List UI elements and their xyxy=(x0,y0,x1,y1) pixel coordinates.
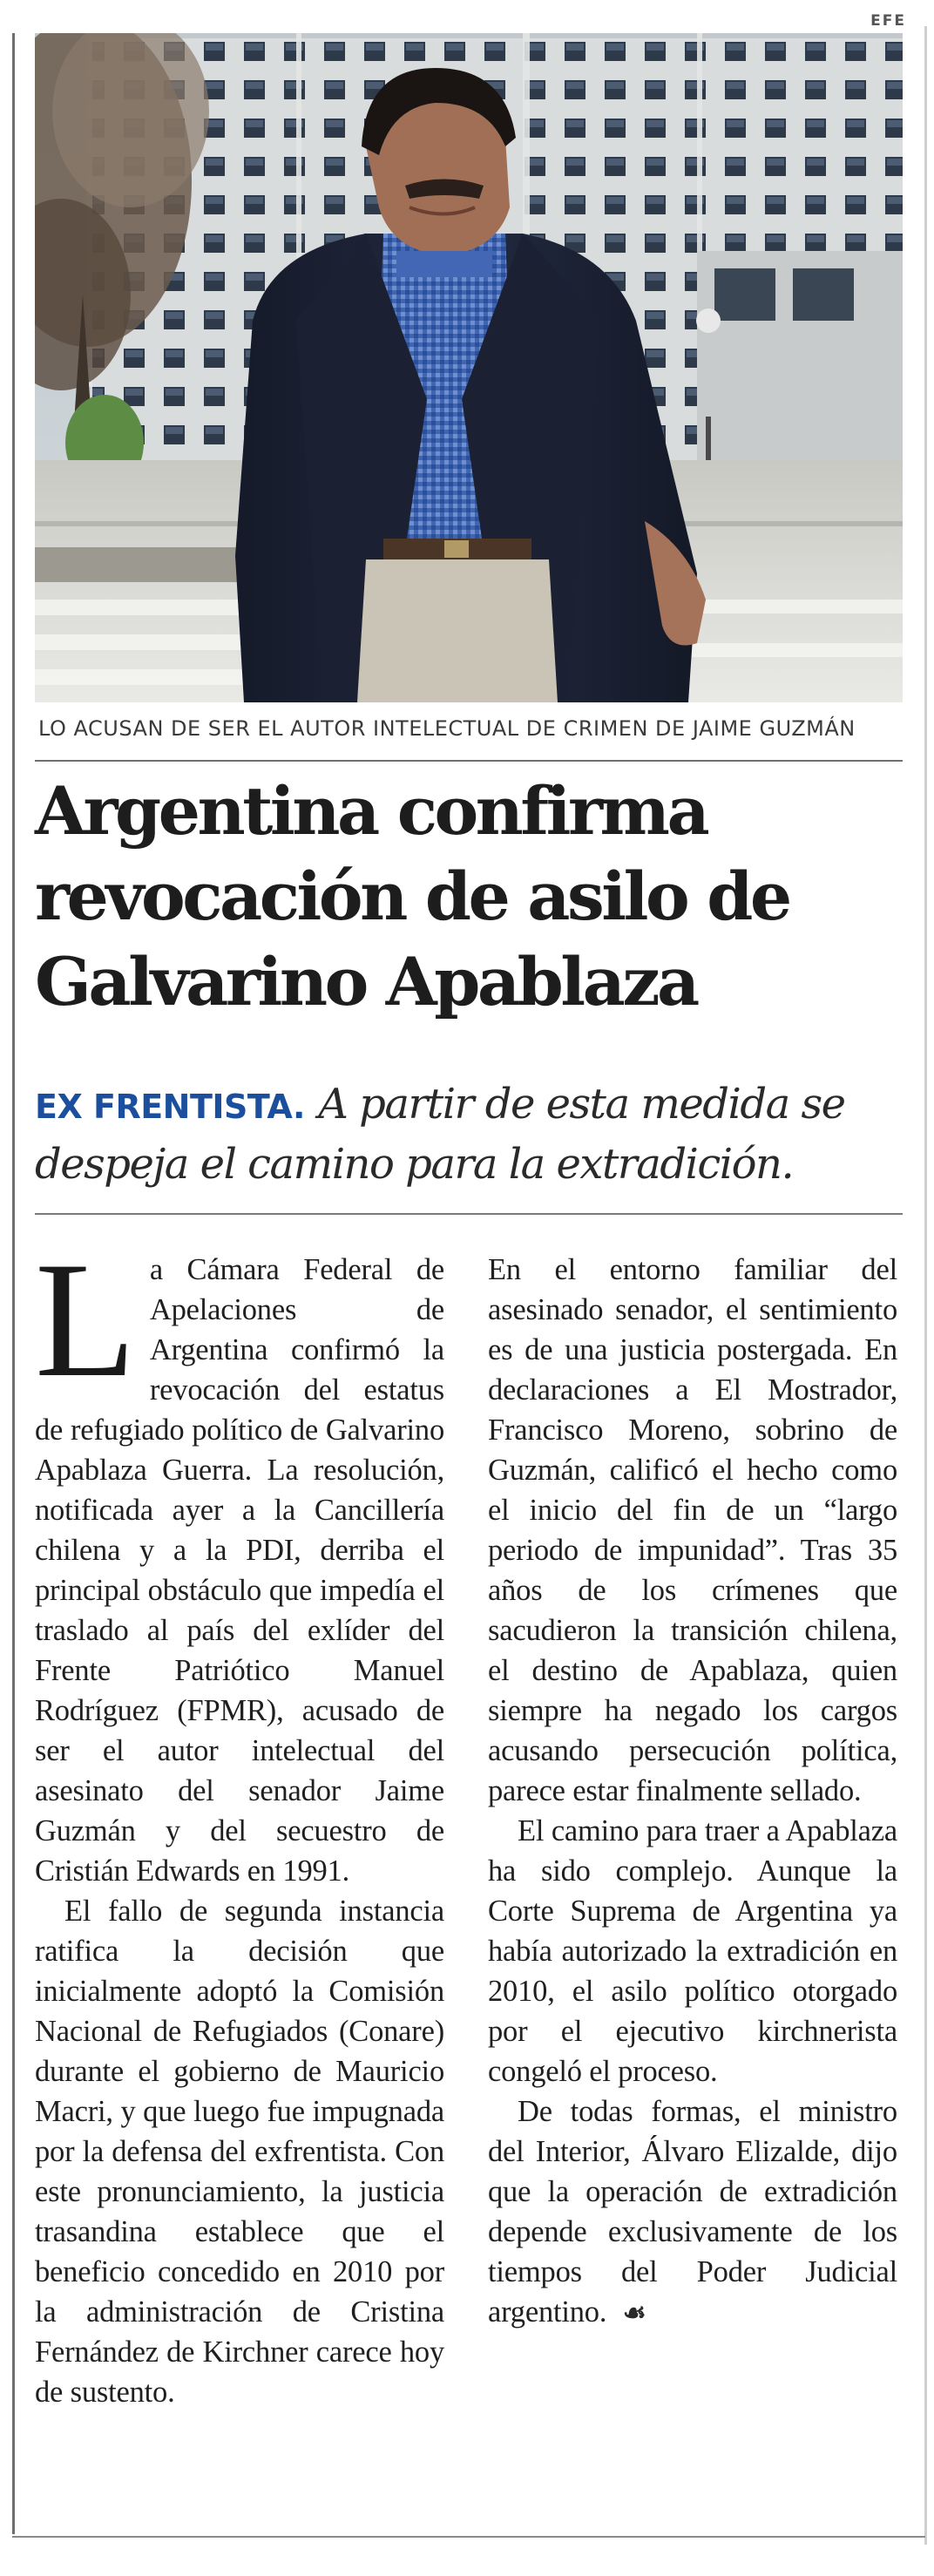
paragraph-5-text: De todas formas, el ministro del Interior, Álvaro Elizalde, dijo que la operación de extradición depende exclusivamente de los tiempos del Poder Judicial argentino. xyxy=(488,2095,897,2329)
left-page-rule xyxy=(12,33,15,2534)
headline-line-2: revocación de asilo de xyxy=(35,858,789,935)
drop-cap: L xyxy=(35,1229,136,1412)
paragraph-5 xyxy=(488,2091,897,2334)
end-of-article-icon: ☙ xyxy=(622,2298,646,2329)
photo-caption: LO ACUSAN DE SER EL AUTOR INTELECTUAL DE CRIMEN DE JAIME GUZMÁN xyxy=(38,716,856,741)
headline-line-3: Galvarino Apablaza xyxy=(35,943,697,1020)
paragraph-1 xyxy=(35,1229,444,1891)
paragraph-1-text: a Cámara Federal de Apelaciones de Argentina confirmó la revocación del estatus de refugiado político de Galvarino Apablaza Guerra. La resolución, notificada ayer a la Cancillería chilena y a la PDI, derriba el principal obstáculo que impedía el traslado al país del exlíder del Frente Patriótico Manuel Rodríguez (FPMR), acusado de ser el autor intelectual del asesinato del senador Jaime Guzmán y del secuestro de Cristián Edwards en 1991. xyxy=(35,1253,444,1888)
photo-credit: EFE xyxy=(870,12,906,30)
column-gutter xyxy=(469,1250,470,2513)
photo-illustration xyxy=(35,33,903,702)
deck-rule xyxy=(35,1213,903,1215)
paragraph-3: En el entorno familiar del asesinado senador, el sentimiento es de una justicia postergada. En declaraciones a El Mostrador, Francisco Moreno, sobrino de Guzmán, calificó el hecho como el inicio del fin de un “largo periodo de impunidad”. Tras 35 años de los crímenes que sacudieron la transición chilena, el destino de Apablaza, quien siempre ha negado los cargos acusando persecución política, parece estar finalmente sellado. xyxy=(488,1253,897,1807)
kicker-label: EX FRENTISTA. xyxy=(35,1088,305,1126)
kicker-text: A partir de esta medida se despeja el camino para la extradición. xyxy=(35,1080,845,1189)
bottom-page-rule xyxy=(12,2536,925,2538)
headline-line-1: Argentina confirma xyxy=(35,772,707,850)
paragraph-2: El fallo de segunda instancia ratifica la decisión que inicialmente adoptó la Comisión Nacional de Refugiados (Conare) durante el gobierno de Mauricio Macri, y que luego fue impugnada por la defensa del exfrentista. Con este pronunciamiento, la justicia trasandina establece que el beneficio concedido en 2010 por la administración de Cristina Fernández de Kirchner carece hoy de sustento. xyxy=(35,1895,444,2409)
article-column-left xyxy=(35,1229,444,2412)
article-photo xyxy=(35,33,903,702)
paragraph-4: El camino para traer a Apablaza ha sido complejo. Aunque la Corte Suprema de Argentina ya había autorizado la extradición en 2010, el asilo político otorgado por el ejecutivo kirchnerista congeló el proceso. xyxy=(488,1814,897,2088)
headline xyxy=(35,769,906,1025)
article-column-right xyxy=(488,1250,897,2334)
deck xyxy=(35,1075,915,1193)
caption-rule xyxy=(35,760,903,762)
right-page-rule xyxy=(924,26,927,2545)
